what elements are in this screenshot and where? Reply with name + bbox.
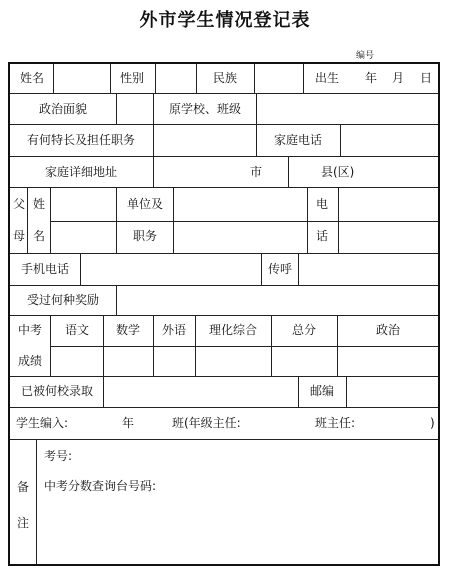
mobile-label: 手机电话 <box>20 262 70 276</box>
col-divider <box>173 187 174 253</box>
exam-number-label: 考号: <box>44 449 73 463</box>
gender-label: 性别 <box>119 71 145 85</box>
employer-label-1: 单位及 <box>126 197 164 211</box>
col-divider <box>155 64 156 93</box>
parent-phone-label-2: 话 <box>316 229 329 243</box>
row-divider <box>10 439 438 440</box>
employer-label-2: 职务 <box>132 229 158 243</box>
form-title: 外市学生情况登记表 <box>139 10 311 31</box>
col-divider <box>116 187 117 253</box>
zhongkao-label: 中考 <box>17 323 43 337</box>
row-divider <box>10 407 438 408</box>
row-divider <box>10 285 438 286</box>
sci-comp-header: 理化综合 <box>208 323 258 337</box>
mother-label: 母 <box>13 229 26 243</box>
name-label: 姓名 <box>19 71 45 85</box>
col-divider <box>307 187 308 253</box>
col-divider <box>346 376 347 407</box>
specialties-label: 有何特长及担任职务 <box>26 133 136 147</box>
student-entry-label: 学生编入: <box>16 416 69 430</box>
politics-header: 政治 <box>375 323 401 337</box>
row-divider <box>10 93 438 94</box>
serial-number-label: 编号 <box>356 51 375 61</box>
parent-name-label-2: 名 <box>33 229 46 243</box>
row-divider <box>10 124 438 125</box>
col-divider <box>195 315 196 376</box>
col-divider <box>116 285 117 315</box>
row-divider <box>10 315 438 316</box>
political-status-label: 政治面貌 <box>38 102 88 116</box>
close-paren: ) <box>430 416 435 430</box>
remarks-label-1: 备 <box>17 480 30 494</box>
pager-label: 传呼 <box>267 262 293 276</box>
col-divider <box>80 253 81 285</box>
row-divider <box>50 221 438 222</box>
ethnicity-label: 民族 <box>212 71 238 85</box>
col-divider <box>288 156 289 187</box>
home-address-label: 家庭详细地址 <box>44 165 118 179</box>
col-divider <box>153 124 154 156</box>
col-divider <box>27 187 28 253</box>
col-divider <box>50 315 51 376</box>
col-divider <box>337 315 338 376</box>
row-divider <box>10 156 438 157</box>
row-divider <box>10 253 438 254</box>
row-divider <box>10 376 438 377</box>
col-divider <box>256 93 257 124</box>
birth-day-label: 日 <box>420 71 433 85</box>
col-divider <box>153 93 154 124</box>
col-divider <box>153 315 154 376</box>
col-divider <box>103 376 104 407</box>
postcode-label: 邮编 <box>309 384 335 398</box>
parent-name-label-1: 姓 <box>33 197 46 211</box>
col-divider <box>50 187 51 253</box>
col-divider <box>340 124 341 156</box>
prev-school-label: 原学校、班级 <box>168 102 242 116</box>
city-label: 市 <box>250 165 263 179</box>
chinese-header: 语文 <box>64 323 90 337</box>
math-header: 数学 <box>115 323 141 337</box>
remarks-label-2: 注 <box>17 516 30 530</box>
parent-phone-label-1: 电 <box>316 197 329 211</box>
entry-grade-label: 年 <box>122 416 135 430</box>
home-phone-label: 家庭电话 <box>273 133 323 147</box>
col-divider <box>303 64 304 93</box>
foreign-lang-header: 外语 <box>161 323 187 337</box>
col-divider <box>196 64 197 93</box>
birth-month-label: 月 <box>392 71 405 85</box>
admitted-label: 已被何校录取 <box>20 384 94 398</box>
col-divider <box>36 439 37 564</box>
col-divider <box>116 93 117 124</box>
entry-class-label: 班(年级主任: <box>172 416 241 430</box>
birth-year-label: 年 <box>365 71 378 85</box>
col-divider <box>338 187 339 253</box>
col-divider <box>153 156 154 187</box>
county-label: 县(区) <box>321 165 355 179</box>
scores-label: 成绩 <box>17 354 43 368</box>
col-divider <box>103 315 104 376</box>
awards-label: 受过何种奖励 <box>26 293 100 307</box>
col-divider <box>110 64 111 93</box>
col-divider <box>298 253 299 285</box>
col-divider <box>298 376 299 407</box>
head-teacher-label: 班主任: <box>315 416 356 430</box>
father-label: 父 <box>13 197 26 211</box>
total-header: 总分 <box>291 323 317 337</box>
col-divider <box>53 64 54 93</box>
col-divider <box>261 253 262 285</box>
col-divider <box>271 315 272 376</box>
form-table <box>8 62 440 566</box>
row-divider <box>10 187 438 188</box>
birth-label: 出生 <box>315 71 340 85</box>
col-divider <box>256 124 257 156</box>
col-divider <box>254 64 255 93</box>
row-divider <box>50 346 438 347</box>
score-query-label: 中考分数查询台号码: <box>44 479 157 493</box>
